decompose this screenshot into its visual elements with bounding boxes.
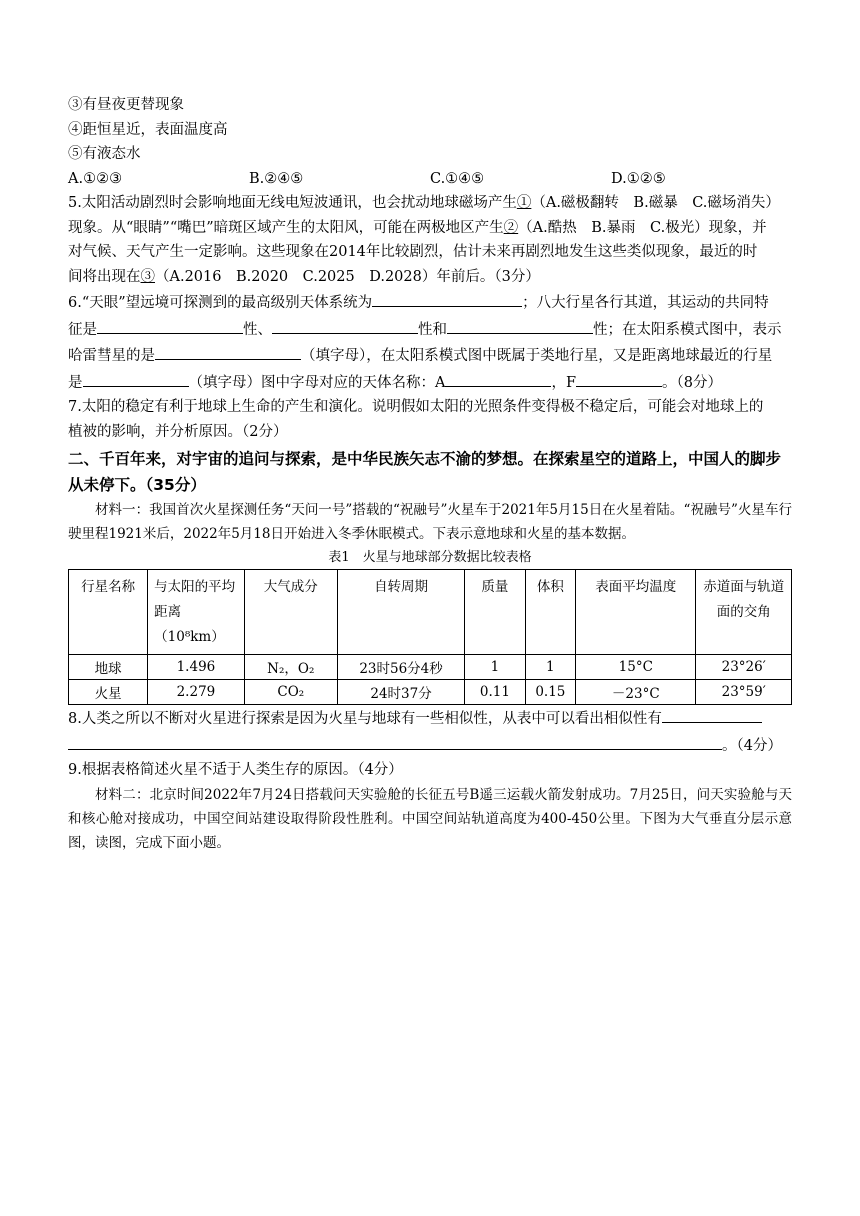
table-cell: 1 bbox=[525, 655, 576, 680]
table-cell: 24时37分 bbox=[337, 680, 464, 705]
q6-text-2a: 征是 bbox=[68, 321, 97, 338]
q6-text-2c: 性和 bbox=[418, 321, 447, 338]
q5-text-4b: （A.2016 B.2020 C.2025 D.2028）年前后。（3分） bbox=[155, 268, 540, 285]
q6-text-2b: 性、 bbox=[243, 321, 272, 338]
question-9: 9.根据表格简述火星不适于人类生存的原因。（4分） bbox=[68, 762, 403, 778]
q8-text-1: 8.人类之所以不断对火星进行探索是因为火星与地球有一些相似性，从表中可以看出相似性有 bbox=[68, 711, 662, 727]
q5-text-2b: （A.酷热 B.暴雨 C.极光）现象，并 bbox=[518, 219, 767, 236]
q5-text-3: 对气候、天气产生一定影响。这些现象在2014年比较剧烈，估计未来再剧烈地发生这些类似现象，最近的时 bbox=[68, 244, 758, 260]
q5-text-1: 5.太阳活动剧烈时会影响地面无线电短波通讯，也会扰动地球磁场产生 bbox=[68, 195, 517, 211]
table-cell: 2.279 bbox=[148, 680, 245, 705]
table-cell: 火星 bbox=[69, 680, 148, 705]
option-item-4: ④距恒星近，表面温度高 bbox=[68, 121, 228, 138]
table-header: 质量 bbox=[465, 570, 525, 655]
table-header: 表面平均温度 bbox=[576, 570, 696, 655]
q5-text-2: 现象。从“眼睛”“嘴巴”暗斑区域产生的太阳风，可能在两极地区产生 bbox=[68, 219, 504, 236]
q8-answer-blank[interactable] bbox=[662, 705, 762, 723]
table-cell: 1.496 bbox=[148, 655, 245, 680]
table-cell: 23时56分4秒 bbox=[337, 655, 464, 680]
table-cell: 0.15 bbox=[525, 680, 576, 705]
table-cell: N₂，O₂ bbox=[244, 655, 337, 680]
q6-text-4c: ，F bbox=[551, 374, 577, 391]
table-caption: 表1 火星与地球部分数据比较表格 bbox=[328, 550, 532, 565]
q6-answer-blank[interactable] bbox=[97, 316, 243, 334]
table-row bbox=[69, 680, 792, 705]
question-7 bbox=[68, 395, 792, 444]
q6-answer-blank[interactable] bbox=[372, 289, 522, 307]
q6-answer-blank[interactable] bbox=[447, 316, 593, 334]
exam-page bbox=[68, 93, 792, 855]
table-header: 赤道面与轨道面的交角 bbox=[696, 570, 792, 655]
q6-text-3a: 哈雷彗星的是 bbox=[68, 348, 155, 364]
table-cell: －23°C bbox=[576, 680, 696, 705]
table-cell: CO₂ bbox=[244, 680, 337, 705]
table-header: 与太阳的平均距离（10⁸km） bbox=[148, 570, 245, 655]
q6-text-3b: （填字母），在太阳系模式图中既属于类地行星，又是距离地球最近的行星 bbox=[301, 348, 773, 364]
table-header: 体积 bbox=[525, 570, 576, 655]
table-cell: 15°C bbox=[576, 655, 696, 680]
q5-text-4a: 间将出现在 bbox=[68, 268, 141, 285]
question-6 bbox=[68, 289, 792, 395]
option-item-5: ⑤有液态水 bbox=[68, 146, 141, 162]
q7-text-1: 7.太阳的稳定有利于地球上生命的产生和演化。说明假如太阳的光照条件变得极不稳定后，可能会对地球上的 bbox=[68, 399, 764, 415]
table-cell: 23°26′ bbox=[696, 655, 792, 680]
q6-answer-blank[interactable] bbox=[272, 316, 418, 334]
q6-answer-blank[interactable] bbox=[445, 369, 551, 387]
q5-text-1b: （A.磁极翻转 B.磁暴 C.磁场消失） bbox=[531, 195, 780, 211]
q6-answer-blank[interactable] bbox=[576, 369, 662, 387]
choice-d: D.①②⑤ bbox=[611, 170, 666, 187]
q6-text-4b: （填字母）图中字母对应的天体名称：A bbox=[188, 374, 446, 391]
choice-c: C.①④⑤ bbox=[430, 170, 485, 187]
q5-marker-3: ③ bbox=[140, 268, 155, 285]
table-header: 大气成分 bbox=[244, 570, 337, 655]
q5-marker-2: ② bbox=[503, 219, 519, 236]
q6-answer-blank[interactable] bbox=[155, 342, 301, 360]
question-5 bbox=[68, 191, 792, 289]
planet-comparison-table bbox=[68, 569, 792, 705]
table-header: 行星名称 bbox=[69, 570, 148, 655]
choice-a: A.①②③ bbox=[68, 170, 123, 187]
question-8 bbox=[68, 705, 792, 758]
q7-text-2: 植被的影响，并分析原因。（2分） bbox=[68, 423, 288, 440]
table-cell: 23°59′ bbox=[696, 680, 792, 705]
q6-text-4a: 是 bbox=[68, 374, 83, 391]
table-row bbox=[69, 655, 792, 680]
q5-marker-1: ① bbox=[516, 195, 532, 211]
q8-answer-blank[interactable] bbox=[68, 732, 722, 750]
table-cell: 1 bbox=[465, 655, 525, 680]
option-item-3: ③有昼夜更替现象 bbox=[68, 97, 184, 113]
q6-answer-blank[interactable] bbox=[83, 369, 189, 387]
table-header: 自转周期 bbox=[337, 570, 464, 655]
table-cell: 0.11 bbox=[465, 680, 525, 705]
table-cell: 地球 bbox=[69, 655, 148, 680]
section-2-heading: 二、千百年来，对宇宙的追问与探索，是中华民族矢志不渝的梦想。在探索星空的道路上，中国人的脚步从未停下。（35分） bbox=[68, 450, 782, 494]
material-2: 材料二：北京时间2022年7月24日搭载问天实验舱的长征五号B遥三运载火箭发射成功。7月25日，问天实验舱与天和核心舱对接成功，中国空间站建设取得阶段性胜利。中国空间站轨道高度为400-450公里。下图为大气垂直分层示意图，读图，完成下面小题。 bbox=[68, 786, 792, 851]
q6-text-1b: ；八大行星各行其道，其运动的共同特 bbox=[522, 295, 769, 311]
q6-text-4d: 。（8分） bbox=[662, 374, 723, 391]
answer-choices bbox=[68, 167, 792, 192]
choice-b: B.②④⑤ bbox=[249, 170, 304, 187]
q6-text-1a: 6.“天眼”望远境可探测到的最高级别天体系统为 bbox=[68, 295, 373, 311]
q8-text-2: 。（4分） bbox=[722, 737, 782, 754]
q6-text-2d: 性；在太阳系模式图中，表示 bbox=[593, 321, 782, 338]
material-1: 材料一：我国首次火星探测任务“天问一号”搭载的“祝融号”火星车于2021年5月15日在火星着陆。“祝融号”火星车行驶里程1921米后，2022年5月18日开始进入冬季休眠模式。下表示意地球和火星的基本数据。 bbox=[68, 502, 792, 542]
